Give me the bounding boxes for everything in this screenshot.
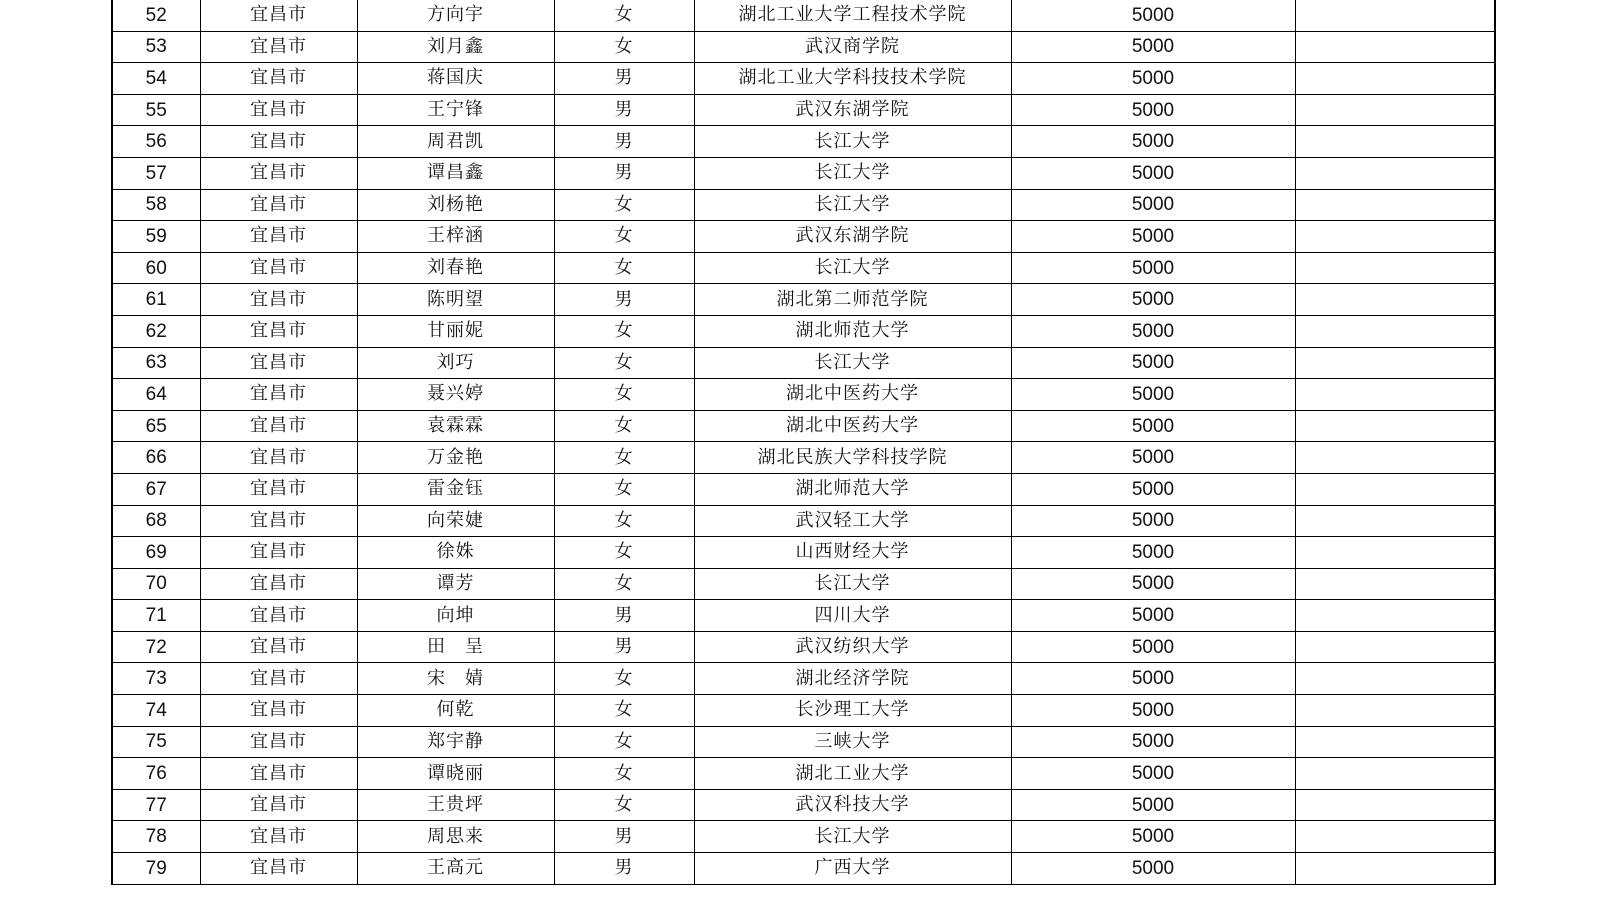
cell-city: 宜昌市 (200, 31, 357, 63)
cell-index: 72 (112, 631, 200, 663)
cell-note (1295, 284, 1495, 316)
cell-school: 湖北工业大学工程技术学院 (694, 0, 1011, 31)
cell-school: 湖北工业大学 (694, 758, 1011, 790)
cell-gender: 女 (554, 189, 694, 221)
cell-school: 武汉科技大学 (694, 789, 1011, 821)
cell-amount: 5000 (1011, 157, 1295, 189)
cell-index: 75 (112, 726, 200, 758)
cell-gender: 女 (554, 0, 694, 31)
cell-note (1295, 157, 1495, 189)
cell-city: 宜昌市 (200, 695, 357, 727)
cell-gender: 女 (554, 695, 694, 727)
cell-gender: 女 (554, 379, 694, 411)
cell-note (1295, 189, 1495, 221)
cell-index: 53 (112, 31, 200, 63)
cell-city: 宜昌市 (200, 157, 357, 189)
cell-school: 湖北师范大学 (694, 473, 1011, 505)
table-row (112, 63, 1495, 95)
cell-gender: 男 (554, 94, 694, 126)
cell-gender: 男 (554, 63, 694, 95)
cell-note (1295, 0, 1495, 31)
cell-amount: 5000 (1011, 315, 1295, 347)
cell-gender: 女 (554, 442, 694, 474)
cell-school: 长江大学 (694, 568, 1011, 600)
cell-index: 73 (112, 663, 200, 695)
cell-index: 66 (112, 442, 200, 474)
cell-gender: 女 (554, 758, 694, 790)
cell-note (1295, 315, 1495, 347)
cell-school: 山西财经大学 (694, 537, 1011, 569)
cell-school: 武汉东湖学院 (694, 221, 1011, 253)
cell-amount: 5000 (1011, 568, 1295, 600)
table-row (112, 410, 1495, 442)
cell-city: 宜昌市 (200, 758, 357, 790)
cell-amount: 5000 (1011, 284, 1295, 316)
cell-gender: 女 (554, 221, 694, 253)
cell-name: 万金艳 (357, 442, 554, 474)
cell-index: 71 (112, 600, 200, 632)
cell-name: 何乾 (357, 695, 554, 727)
table-row (112, 126, 1495, 158)
cell-school: 湖北经济学院 (694, 663, 1011, 695)
cell-name: 谭芳 (357, 568, 554, 600)
recipient-table (111, 0, 1496, 885)
cell-city: 宜昌市 (200, 221, 357, 253)
cell-school: 长江大学 (694, 347, 1011, 379)
cell-amount: 5000 (1011, 726, 1295, 758)
cell-gender: 女 (554, 252, 694, 284)
cell-name: 聂兴婷 (357, 379, 554, 411)
cell-index: 79 (112, 853, 200, 885)
cell-school: 长江大学 (694, 189, 1011, 221)
cell-gender: 女 (554, 537, 694, 569)
table-row (112, 0, 1495, 31)
cell-note (1295, 347, 1495, 379)
table-row (112, 600, 1495, 632)
cell-note (1295, 252, 1495, 284)
cell-name: 刘春艳 (357, 252, 554, 284)
cell-note (1295, 663, 1495, 695)
cell-city: 宜昌市 (200, 63, 357, 95)
cell-amount: 5000 (1011, 663, 1295, 695)
table-row (112, 789, 1495, 821)
cell-school: 广西大学 (694, 853, 1011, 885)
cell-note (1295, 94, 1495, 126)
cell-amount: 5000 (1011, 379, 1295, 411)
cell-index: 64 (112, 379, 200, 411)
cell-note (1295, 63, 1495, 95)
cell-city: 宜昌市 (200, 537, 357, 569)
cell-gender: 女 (554, 505, 694, 537)
cell-amount: 5000 (1011, 63, 1295, 95)
cell-amount: 5000 (1011, 821, 1295, 853)
cell-name: 谭昌鑫 (357, 157, 554, 189)
cell-amount: 5000 (1011, 473, 1295, 505)
table-row (112, 442, 1495, 474)
cell-school: 湖北民族大学科技学院 (694, 442, 1011, 474)
cell-note (1295, 726, 1495, 758)
cell-city: 宜昌市 (200, 379, 357, 411)
cell-index: 52 (112, 0, 200, 31)
cell-city: 宜昌市 (200, 600, 357, 632)
cell-name: 郑宇静 (357, 726, 554, 758)
table-row (112, 568, 1495, 600)
cell-index: 57 (112, 157, 200, 189)
cell-note (1295, 631, 1495, 663)
cell-school: 武汉纺织大学 (694, 631, 1011, 663)
table-row (112, 347, 1495, 379)
table-row (112, 537, 1495, 569)
cell-city: 宜昌市 (200, 821, 357, 853)
cell-city: 宜昌市 (200, 789, 357, 821)
cell-amount: 5000 (1011, 31, 1295, 63)
cell-name: 徐姝 (357, 537, 554, 569)
cell-name: 甘丽妮 (357, 315, 554, 347)
cell-gender: 男 (554, 126, 694, 158)
cell-amount: 5000 (1011, 695, 1295, 727)
cell-name: 方向宇 (357, 0, 554, 31)
cell-amount: 5000 (1011, 442, 1295, 474)
cell-city: 宜昌市 (200, 663, 357, 695)
cell-amount: 5000 (1011, 189, 1295, 221)
cell-name: 宋 婧 (357, 663, 554, 695)
cell-index: 70 (112, 568, 200, 600)
table-row (112, 284, 1495, 316)
cell-city: 宜昌市 (200, 0, 357, 31)
table-row (112, 315, 1495, 347)
cell-city: 宜昌市 (200, 726, 357, 758)
table-row (112, 189, 1495, 221)
cell-city: 宜昌市 (200, 347, 357, 379)
cell-school: 湖北中医药大学 (694, 379, 1011, 411)
table-row (112, 221, 1495, 253)
cell-note (1295, 853, 1495, 885)
cell-city: 宜昌市 (200, 94, 357, 126)
cell-name: 袁霖霖 (357, 410, 554, 442)
cell-name: 向坤 (357, 600, 554, 632)
cell-note (1295, 821, 1495, 853)
cell-name: 陈明望 (357, 284, 554, 316)
table-row (112, 695, 1495, 727)
cell-index: 77 (112, 789, 200, 821)
cell-index: 56 (112, 126, 200, 158)
cell-amount: 5000 (1011, 505, 1295, 537)
cell-amount: 5000 (1011, 0, 1295, 31)
cell-index: 68 (112, 505, 200, 537)
cell-name: 王高元 (357, 853, 554, 885)
table-row (112, 157, 1495, 189)
cell-note (1295, 695, 1495, 727)
cell-amount: 5000 (1011, 631, 1295, 663)
cell-amount: 5000 (1011, 252, 1295, 284)
table-row (112, 379, 1495, 411)
cell-name: 王贵坪 (357, 789, 554, 821)
cell-note (1295, 473, 1495, 505)
cell-school: 武汉轻工大学 (694, 505, 1011, 537)
cell-school: 湖北中医药大学 (694, 410, 1011, 442)
cell-note (1295, 537, 1495, 569)
table-row (112, 252, 1495, 284)
cell-index: 69 (112, 537, 200, 569)
cell-name: 王梓涵 (357, 221, 554, 253)
cell-note (1295, 31, 1495, 63)
cell-amount: 5000 (1011, 789, 1295, 821)
cell-note (1295, 379, 1495, 411)
cell-name: 刘巧 (357, 347, 554, 379)
cell-school: 三峡大学 (694, 726, 1011, 758)
cell-gender: 女 (554, 315, 694, 347)
cell-city: 宜昌市 (200, 853, 357, 885)
cell-gender: 男 (554, 631, 694, 663)
cell-city: 宜昌市 (200, 410, 357, 442)
cell-gender: 女 (554, 473, 694, 505)
cell-gender: 男 (554, 600, 694, 632)
cell-index: 63 (112, 347, 200, 379)
cell-note (1295, 505, 1495, 537)
cell-gender: 女 (554, 663, 694, 695)
cell-city: 宜昌市 (200, 284, 357, 316)
cell-note (1295, 442, 1495, 474)
cell-index: 61 (112, 284, 200, 316)
cell-school: 长江大学 (694, 157, 1011, 189)
cell-name: 蒋国庆 (357, 63, 554, 95)
cell-school: 长江大学 (694, 126, 1011, 158)
cell-index: 59 (112, 221, 200, 253)
cell-city: 宜昌市 (200, 568, 357, 600)
cell-school: 长江大学 (694, 252, 1011, 284)
cell-name: 向荣婕 (357, 505, 554, 537)
table-body (112, 0, 1495, 884)
cell-city: 宜昌市 (200, 505, 357, 537)
table-row (112, 758, 1495, 790)
cell-amount: 5000 (1011, 537, 1295, 569)
cell-city: 宜昌市 (200, 473, 357, 505)
table-row (112, 821, 1495, 853)
table-row (112, 505, 1495, 537)
cell-school: 四川大学 (694, 600, 1011, 632)
cell-note (1295, 789, 1495, 821)
cell-name: 刘月鑫 (357, 31, 554, 63)
cell-school: 武汉商学院 (694, 31, 1011, 63)
cell-note (1295, 758, 1495, 790)
table-row (112, 663, 1495, 695)
cell-name: 王宁锋 (357, 94, 554, 126)
cell-note (1295, 568, 1495, 600)
cell-name: 周思来 (357, 821, 554, 853)
cell-note (1295, 126, 1495, 158)
cell-amount: 5000 (1011, 600, 1295, 632)
cell-amount: 5000 (1011, 126, 1295, 158)
cell-gender: 女 (554, 568, 694, 600)
table-row (112, 94, 1495, 126)
table-row (112, 631, 1495, 663)
cell-city: 宜昌市 (200, 442, 357, 474)
cell-city: 宜昌市 (200, 126, 357, 158)
cell-name: 谭晓丽 (357, 758, 554, 790)
cell-name: 田 呈 (357, 631, 554, 663)
cell-school: 长沙理工大学 (694, 695, 1011, 727)
cell-name: 周君凯 (357, 126, 554, 158)
table-row (112, 726, 1495, 758)
cell-gender: 女 (554, 410, 694, 442)
cell-index: 67 (112, 473, 200, 505)
cell-note (1295, 410, 1495, 442)
cell-gender: 男 (554, 284, 694, 316)
cell-index: 54 (112, 63, 200, 95)
cell-city: 宜昌市 (200, 315, 357, 347)
cell-gender: 男 (554, 157, 694, 189)
cell-city: 宜昌市 (200, 252, 357, 284)
cell-amount: 5000 (1011, 221, 1295, 253)
table-row (112, 31, 1495, 63)
cell-note (1295, 221, 1495, 253)
cell-school: 武汉东湖学院 (694, 94, 1011, 126)
cell-city: 宜昌市 (200, 631, 357, 663)
cell-index: 62 (112, 315, 200, 347)
cell-name: 雷金钰 (357, 473, 554, 505)
cell-index: 65 (112, 410, 200, 442)
cell-amount: 5000 (1011, 410, 1295, 442)
cell-gender: 女 (554, 789, 694, 821)
cell-amount: 5000 (1011, 853, 1295, 885)
cell-gender: 女 (554, 347, 694, 379)
cell-name: 刘杨艳 (357, 189, 554, 221)
cell-gender: 男 (554, 821, 694, 853)
cell-index: 78 (112, 821, 200, 853)
cell-school: 湖北师范大学 (694, 315, 1011, 347)
cell-gender: 女 (554, 726, 694, 758)
cell-index: 60 (112, 252, 200, 284)
cell-gender: 男 (554, 853, 694, 885)
cell-index: 55 (112, 94, 200, 126)
cell-amount: 5000 (1011, 94, 1295, 126)
cell-school: 湖北工业大学科技技术学院 (694, 63, 1011, 95)
cell-note (1295, 600, 1495, 632)
cell-gender: 女 (554, 31, 694, 63)
table-row (112, 853, 1495, 885)
cell-index: 58 (112, 189, 200, 221)
cell-school: 湖北第二师范学院 (694, 284, 1011, 316)
cell-school: 长江大学 (694, 821, 1011, 853)
cell-index: 74 (112, 695, 200, 727)
cell-amount: 5000 (1011, 758, 1295, 790)
cell-index: 76 (112, 758, 200, 790)
cell-city: 宜昌市 (200, 189, 357, 221)
cell-amount: 5000 (1011, 347, 1295, 379)
table-row (112, 473, 1495, 505)
